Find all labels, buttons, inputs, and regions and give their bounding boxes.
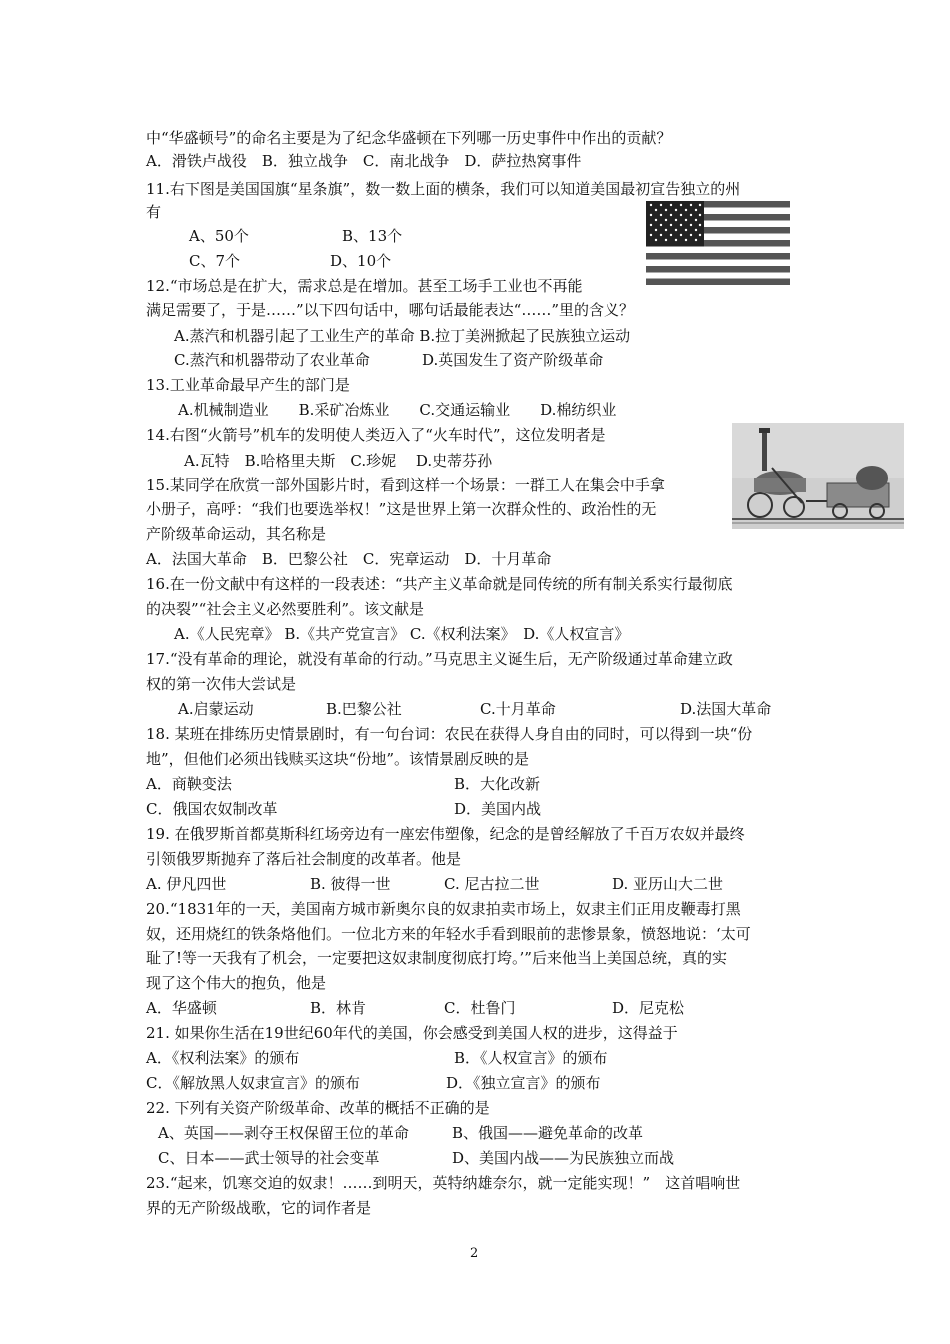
option-b: B．林肯 [310,999,367,1017]
text-line: A.瓦特 B.哈格里夫斯 C.珍妮 D.史蒂芬孙 [184,452,493,470]
us-flag-image [646,201,790,285]
text-line: 18. 某班在排练历史情景剧时，有一句台词：农民在获得人身自由的同时，可以得到一块“份 [146,725,753,743]
text-line: 19. 在俄罗斯首都莫斯科红场旁边有一座宏伟塑像，纪念的是曾经解放了千百万农奴并最终 [146,825,745,843]
rocket-locomotive-image [732,423,904,529]
text-line: 有 [146,203,162,221]
option-c: C．俄国农奴制改革 [146,800,278,818]
text-line: 界的无产阶级战歌，它的词作者是 [146,1199,372,1217]
option-d: D.法国大革命 [680,700,772,718]
text-line: 17.“没有革命的理论，就没有革命的行动。”马克思主义诞生后，无产阶级通过革命建立政 [146,650,733,668]
text-line: 现了这个伟大的抱负，他是 [146,974,327,992]
option-d: D、10个 [330,252,392,270]
text-line: A.《人民宪章》 B.《共产党宣言》 C.《权利法案》 D.《人权宣言》 [174,625,630,643]
text-line: 21. 如果你生活在19世纪60年代的美国，你会感受到美国人权的进步，这得益于 [146,1024,678,1042]
option-b: B、俄国——避免革命的改革 [452,1124,644,1142]
option-b: B.巴黎公社 [326,700,402,718]
text-line: 20.“1831年的一天，美国南方城市新奥尔良的奴隶拍卖市场上，奴隶主们正用皮鞭毒打黑 [146,900,741,918]
text-line: 13.工业革命最早产生的部门是 [146,376,350,394]
text-line: 12.“市场总是在扩大，需求总是在增加。甚至工场手工业也不再能 [146,277,583,295]
option-b: B. 彼得一世 [310,875,391,893]
page-number: 2 [470,1246,479,1261]
text-line: 耻了!等一天我有了机会，一定要把这奴隶制度彻底打垮。’”后来他当上美国总统，真的实 [146,949,727,967]
text-line: 11.右下图是美国国旗“星条旗”，数一数上面的横条，我们可以知道美国最初宣告独立的州 [146,180,741,198]
option-c: C、7个 [189,252,241,270]
text-line: 小册子，高呼：“我们也要选举权！”这是世界上第一次群众性的、政治性的无 [146,500,657,518]
text-line: 23.“起来，饥寒交迫的奴隶！……到明天，英特纳雄奈尔，就一定能实现！” 这首唱响世 [146,1174,741,1192]
text-line: 16.在一份文献中有这样的一段表述：“共产主义革命就是同传统的所有制关系实行最彻底 [146,575,733,593]
option-c: C．杜鲁门 [444,999,516,1017]
option-c: C.十月革命 [480,700,556,718]
option-b: B．《人权宣言》的颁布 [454,1049,608,1067]
option-c: C. 尼古拉二世 [444,875,540,893]
option-a: A、英国——剥夺王权保留王位的革命 [158,1124,409,1142]
option-a: A．商鞅变法 [146,775,232,793]
option-d: D. 亚历山大二世 [612,875,724,893]
option-c: C.蒸汽和机器带动了农业革命 [174,351,370,369]
text-line: 奴，还用烧红的铁条烙他们。一位北方来的年轻水手看到眼前的悲惨景象，愤怒地说：‘太可 [146,925,751,943]
text-line: 14.右图“火箭号”机车的发明使人类迈入了“火车时代”，这位发明者是 [146,426,606,444]
option-a: A、50个 [189,227,249,245]
option-d: D、美国内战——为民族独立而战 [452,1149,675,1167]
option-b: B、13个 [342,227,403,245]
text-line: 地”，但他们必须出钱赎买这块“份地”。该情景剧反映的是 [146,750,530,768]
option-d: D．美国内战 [454,800,542,818]
text-line: 中“华盛顿号”的命名主要是为了纪念华盛顿在下列哪一历史事件中作出的贡献？ [146,129,672,147]
option-a: A．《权利法案》的颁布 [146,1049,300,1067]
option-d: D．《独立宣言》的颁布 [446,1074,601,1092]
option-d: D．尼克松 [612,999,685,1017]
text-line: 的决裂”“社会主义必然要胜利”。该文献是 [146,600,425,618]
option-a: A．华盛顿 [146,999,217,1017]
text-line: 15.某同学在欣赏一部外国影片时，看到这样一个场景：一群工人在集会中手拿 [146,476,665,494]
option-c: C、日本——武士领导的社会变革 [158,1149,380,1167]
text-line: A.机械制造业 B.采矿冶炼业 C.交通运输业 D.棉纺织业 [178,401,617,419]
text-line: 满足需要了，于是……”以下四句话中，哪句话最能表达“……”里的含义？ [146,301,635,319]
text-line: A．法国大革命 B．巴黎公社 C．宪章运动 D．十月革命 [146,550,552,568]
text-line: 权的第一次伟大尝试是 [146,675,297,693]
option-d: D.英国发生了资产阶级革命 [422,351,604,369]
option-a: A. 伊凡四世 [146,875,227,893]
text-line: 22. 下列有关资产阶级革命、改革的概括不正确的是 [146,1099,490,1117]
text-line: 产阶级革命运动，其名称是 [146,525,327,543]
text-line: A.蒸汽和机器引起了工业生产的革命 B.拉丁美洲掀起了民族独立运动 [174,327,631,345]
option-b: B．大化改新 [454,775,541,793]
option-c: C．《解放黑人奴隶宣言》的颁布 [146,1074,360,1092]
text-line: A．滑铁卢战役 B．独立战争 C．南北战争 D．萨拉热窝事件 [146,152,582,170]
text-line: 引领俄罗斯抛弃了落后社会制度的改革者。他是 [146,850,462,868]
option-a: A.启蒙运动 [178,700,254,718]
